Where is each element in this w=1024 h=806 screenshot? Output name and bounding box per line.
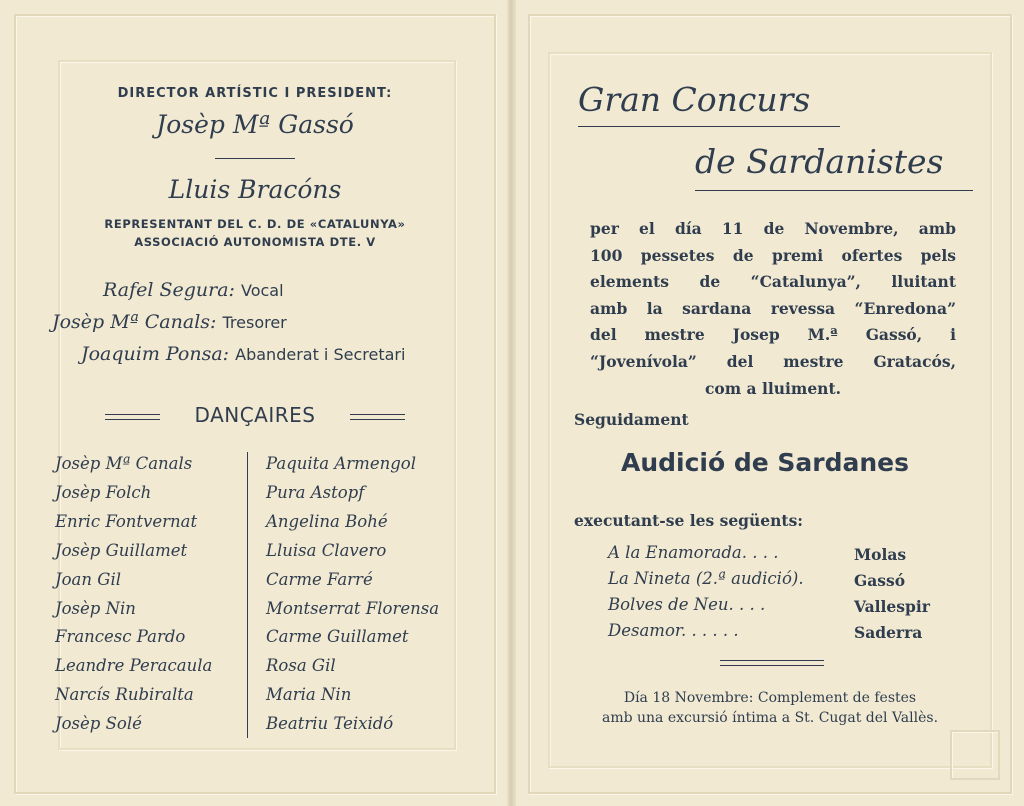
description-line: per el día 11 de Novembre, amb (590, 219, 956, 238)
program-item (608, 543, 968, 569)
dancer-male: Josèp Mª Canals (55, 454, 193, 473)
embossed-corner-mark (950, 730, 1000, 780)
title-line-2: de Sardanistes (695, 142, 944, 181)
description-line: com a lluiment. (704, 378, 842, 398)
footer-line-2: amb una excursió íntima a St. Cugat del Vallès. (601, 710, 939, 726)
representative-line-2: ASSOCIACIÓ AUTONOMISTA DTE. V (134, 235, 376, 249)
heading-rule-right (350, 414, 405, 420)
executant-label: executant-se les següents: (574, 511, 804, 530)
sardana-title: Desamor. . . . . . (608, 621, 739, 640)
sardana-composer: Molas (854, 545, 907, 564)
dancer-male: Enric Fontvernat (55, 512, 198, 531)
officer-vocal (103, 279, 284, 301)
dancer-female: Angelina Bohé (266, 512, 388, 531)
sardana-title: La Nineta (2.ª audició). (608, 569, 804, 588)
description-line: amb la sardana revessa “Enredona” (590, 298, 956, 318)
dancer-female: Rosa Gil (266, 656, 336, 675)
program-item (608, 569, 968, 595)
dancer-male: Josèp Nin (55, 599, 136, 618)
double-rule (720, 660, 824, 666)
description-line: “Jovenívola” del mestre Gratacós, (590, 351, 956, 371)
description-line: 100 pessetes de premi ofertes pels (590, 245, 956, 265)
program-item (608, 595, 968, 621)
dancer-female: Carme Guillamet (266, 627, 409, 646)
officer-secretari (81, 343, 405, 365)
dancer-male: Francesc Pardo (55, 627, 186, 646)
dancer-male: Josèp Guillamet (55, 541, 188, 560)
seguidament-label: Seguidament (574, 410, 689, 429)
officer-role: Tresorer (222, 313, 287, 332)
officer-tresorer (52, 311, 287, 333)
sardana-composer: Gassó (854, 571, 906, 590)
dancers-column-divider (247, 452, 248, 738)
description-line: del mestre Josep M.ª Gassó, i (590, 325, 956, 345)
dancer-male: Joan Gil (55, 570, 121, 589)
officer-role: Vocal (240, 281, 284, 300)
officer-name: Rafel Segura: (103, 279, 235, 301)
sardana-composer: Vallespir (854, 597, 930, 616)
dancer-male: Josèp Solé (55, 714, 142, 733)
description-line: elements de “Catalunya”, lluitant (590, 272, 956, 292)
dancer-female: Lluisa Clavero (266, 541, 387, 560)
dancer-female: Carme Farré (266, 570, 373, 589)
officer-role: Abanderat i Secretari (235, 345, 406, 364)
program-item (608, 621, 968, 647)
dancer-male: Leandre Peracaula (55, 656, 213, 675)
dancers-heading: DANÇAIRES (194, 403, 316, 427)
director-title: DIRECTOR ARTÍSTIC I PRESIDENT: (117, 86, 393, 101)
title-underline-1 (578, 126, 840, 127)
director-name: Josèp Mª Gassó (156, 110, 354, 139)
heading-rule-left (105, 414, 160, 420)
divider-rule (215, 158, 295, 159)
dancer-male: Narcís Rubiralta (55, 685, 194, 704)
sardana-title: Bolves de Neu. . . . (608, 595, 766, 614)
dancer-female: Beatriu Teixidó (266, 714, 394, 733)
dancer-female: Pura Astopf (266, 483, 365, 502)
audicio-heading: Audició de Sardanes (620, 448, 910, 477)
sardana-title: A la Enamorada. . . . (608, 543, 779, 562)
dancer-male: Josèp Folch (55, 483, 152, 502)
dancer-female: Paquita Armengol (266, 454, 416, 473)
title-line-1: Gran Concurs (578, 80, 811, 119)
representative-line-1: REPRESENTANT DEL C. D. DE «CATALUNYA» (104, 217, 406, 231)
dancer-female: Montserrat Florensa (266, 599, 440, 618)
sardana-composer: Saderra (854, 623, 923, 642)
dancer-female: Maria Nin (266, 685, 352, 704)
president-name: Lluis Bracóns (168, 175, 342, 204)
footer-line-1: Día 18 Novembre: Complement de festes (623, 690, 917, 706)
officer-name: Josèp Mª Canals: (52, 311, 217, 333)
title-underline-2 (695, 190, 973, 191)
officer-name: Joaquim Ponsa: (81, 343, 230, 365)
center-fold (506, 0, 516, 806)
contest-description (590, 216, 956, 402)
